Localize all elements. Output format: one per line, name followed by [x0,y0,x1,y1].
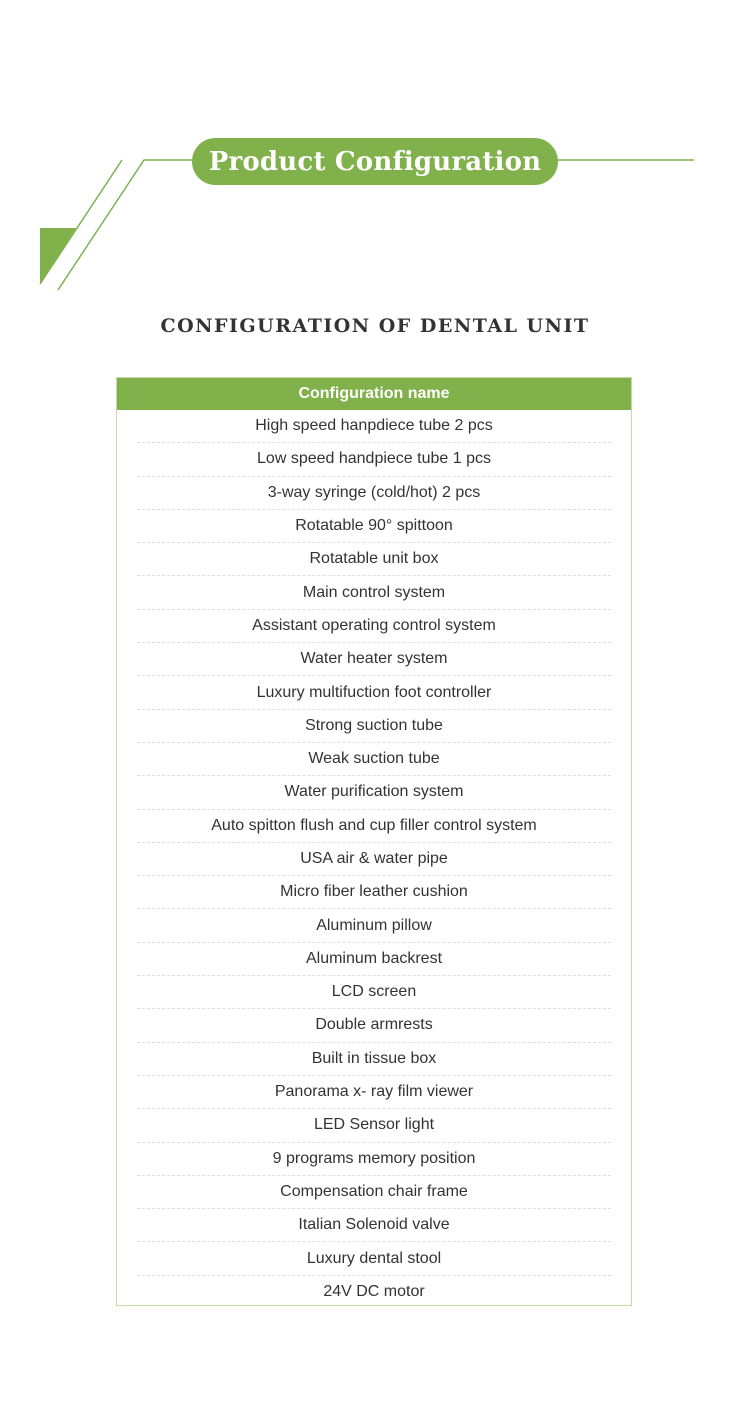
product-configuration-banner [192,138,558,185]
table-row: Strong suction tube [137,710,611,743]
table-row: Weak suction tube [137,743,611,776]
table-row: Low speed handpiece tube 1 pcs [137,443,611,476]
table-row: Compensation chair frame [137,1176,611,1209]
table-row: Main control system [137,576,611,609]
table-row: Double armrests [137,1009,611,1042]
table-row: 3-way syringe (cold/hot) 2 pcs [137,477,611,510]
table-row: Luxury dental stool [137,1242,611,1275]
table-row: High speed hanpdiece tube 2 pcs [137,410,611,443]
table-row: Water purification system [137,776,611,809]
table-row: 9 programs memory position [137,1143,611,1176]
deco-line-left [40,160,122,284]
banner-title: Product Configuration [208,146,542,177]
table-row: Panorama x- ray film viewer [137,1076,611,1109]
configuration-table [116,377,632,1306]
table-row: LED Sensor light [137,1109,611,1142]
table-row: Rotatable 90° spittoon [137,510,611,543]
table-row: Rotatable unit box [137,543,611,576]
section-title: CONFIGURATION OF DENTAL UNIT [160,315,590,337]
table-row: Water heater system [137,643,611,676]
table-row: Aluminum backrest [137,943,611,976]
table-row: Built in tissue box [137,1043,611,1076]
table-row: Luxury multifuction foot controller [137,676,611,709]
table-header: Configuration name [117,378,631,410]
table-row: Assistant operating control system [137,610,611,643]
table-row: Aluminum pillow [137,909,611,942]
deco-line-right [58,160,192,290]
table-row: USA air & water pipe [137,843,611,876]
table-row: 24V DC motor [323,1283,425,1301]
table-row: LCD screen [137,976,611,1009]
table-rows [137,410,611,1309]
table-row: Auto spitton flush and cup filler control system [137,810,611,843]
table-row: Italian Solenoid valve [137,1209,611,1242]
table-row: Micro fiber leather cushion [137,876,611,909]
